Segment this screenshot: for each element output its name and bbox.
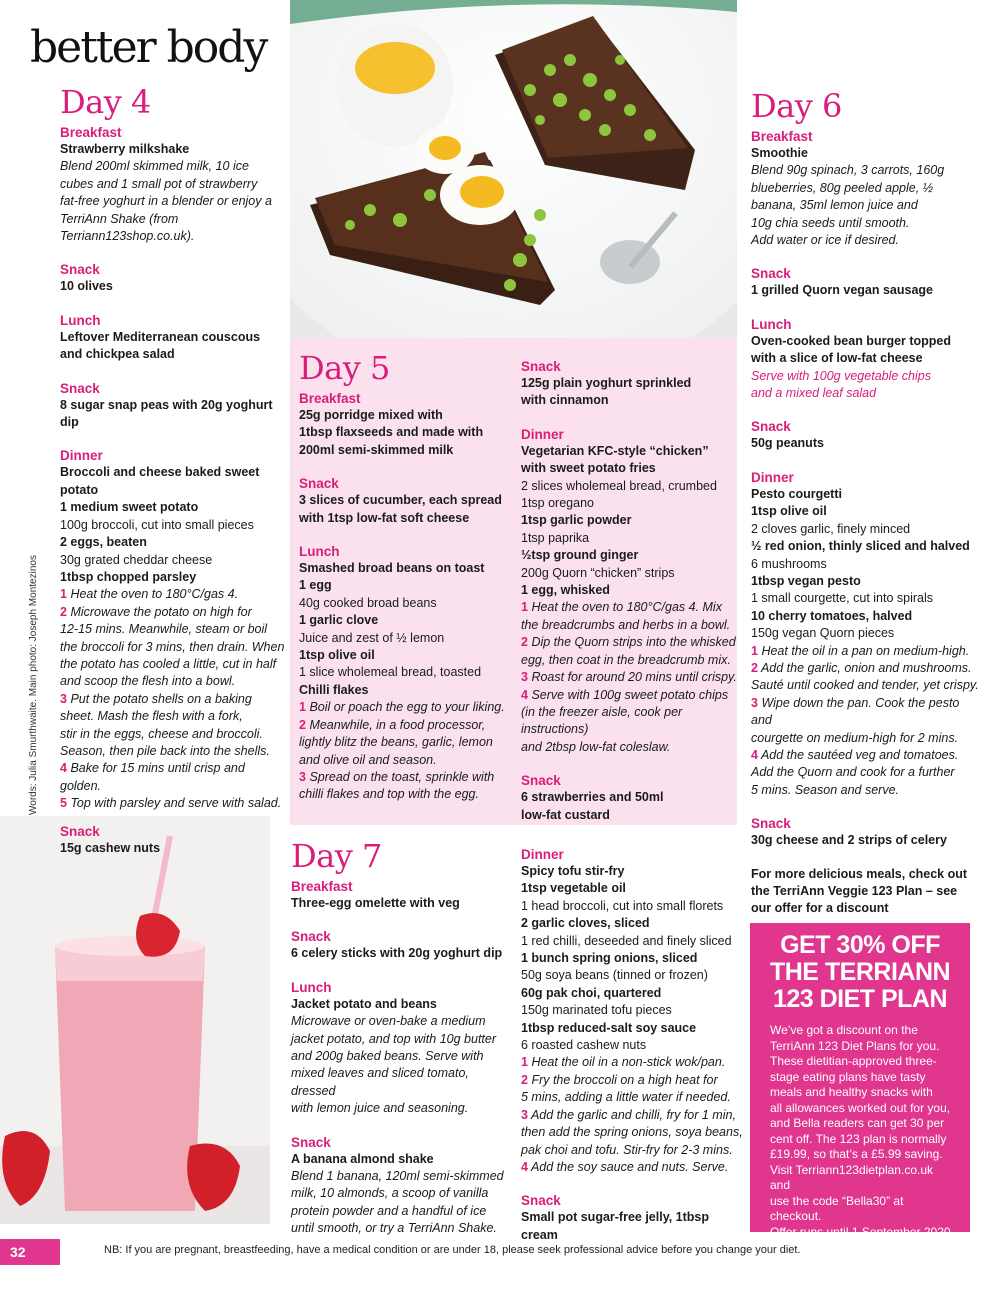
day7-snack2-label: Snack — [291, 1134, 331, 1150]
day7-snack2-line: milk, 10 almonds, a scoop of vanilla — [291, 1186, 489, 1201]
promo-box — [750, 923, 970, 1239]
day4-snack1-label: Snack — [60, 262, 100, 278]
day6-snack3: 30g cheese and 2 strips of celery — [751, 833, 947, 848]
step-number: 3 — [521, 670, 528, 685]
step-number: 1 — [60, 587, 67, 602]
day4-snack2-label: Snack — [60, 380, 100, 396]
ingredient: 6 mushrooms — [751, 556, 827, 571]
day7-dinner-label: Dinner — [521, 847, 564, 862]
step-text: Boil or poach the egg to your liking. — [309, 700, 505, 715]
ingredient: 1tsp oregano — [521, 496, 594, 511]
day6-breakfast-name: Smoothie — [751, 146, 808, 160]
step-text: Roast for around 20 mins until crispy. — [531, 670, 737, 685]
day4-title: Day 4 — [60, 83, 151, 121]
day7-lunch-desc — [291, 1013, 516, 1117]
step-text: the breadcrumbs and herbs in a bowl. — [521, 617, 731, 632]
step-number: 3 — [60, 691, 67, 706]
promo-body-line: TerriAnn 123 Diet Plans for you. — [770, 1038, 940, 1053]
day7-snack3-label: Snack — [521, 1193, 561, 1209]
day7-snack2-line: until smooth, or try a TerriAnn Shake. — [291, 1221, 497, 1236]
day5-snack1-line: 3 slices of cucumber, each spread — [299, 493, 502, 508]
ingredient: 1 medium sweet potato — [60, 500, 199, 515]
step-text: (in the freezer aisle, cook per instructions) — [521, 704, 683, 737]
step-text: Season, then pile back into the shells. — [60, 743, 270, 758]
day4-breakfast-name: Strawberry milkshake — [60, 142, 190, 156]
day6-breakfast-line: Add water or ice if desired. — [751, 233, 899, 248]
ingredient: 2 slices wholemeal bread, crumbed — [521, 478, 717, 493]
day6-snack1: 1 grilled Quorn vegan sausage — [751, 283, 934, 298]
day4-snack3-label: Snack — [60, 823, 100, 839]
day5-lunch-name: Smashed broad beans on toast — [299, 561, 485, 576]
day5-snack3-line: 6 strawberries and 50ml — [521, 790, 664, 805]
ingredient: 2 garlic cloves, sliced — [521, 916, 650, 931]
step-number: 3 — [751, 695, 758, 710]
ingredient: 60g pak choi, quartered — [521, 985, 662, 1000]
day6-lunch-label: Lunch — [751, 316, 792, 332]
step-text: pak choi and tofu. Stir-fry for 2-3 mins. — [521, 1142, 733, 1157]
ingredient: 100g broccoli, cut into small pieces — [60, 517, 254, 532]
ingredient: 1tsp garlic powder — [521, 513, 632, 528]
day6-snack2: 50g peanuts — [751, 436, 824, 451]
day7-snack2-desc — [291, 1168, 516, 1238]
day4-lunch-line: and chickpea salad — [60, 347, 175, 362]
promo-body-line: meals and healthy snacks with — [770, 1085, 933, 1099]
day5-snack2-line: 125g plain yoghurt sprinkled — [521, 376, 692, 390]
day6-method — [751, 643, 983, 800]
ingredient: Chilli flakes — [299, 682, 369, 697]
day7-breakfast-label: Breakfast — [291, 879, 353, 894]
photo-credit-text: Words: Julia Smurthwaite. Main photo: Joseph Montezinos — [28, 555, 39, 815]
step-text: 5 mins. Season and serve. — [751, 782, 899, 797]
step-text: Add the garlic, onion and mushrooms. — [760, 660, 972, 675]
day6-breakfast-line: Blend 90g spinach, 3 carrots, 160g — [751, 163, 945, 178]
day5-column-right — [521, 354, 737, 824]
day7-column-right — [521, 842, 746, 1244]
ingredient: 1tsp paprika — [521, 530, 590, 545]
step-number: 2 — [521, 1072, 528, 1087]
ingredient: 1tsp olive oil — [299, 648, 375, 663]
day5-breakfast-line: 200ml semi-skimmed milk — [299, 442, 454, 457]
step-text: Heat the oven to 180°C/gas 4. Mix — [531, 600, 722, 615]
page-badge — [0, 1239, 60, 1286]
day7-lunch-label: Lunch — [291, 979, 332, 995]
day5-snack1-label: Snack — [299, 476, 339, 492]
ingredient: 150g marinated tofu pieces — [521, 1003, 672, 1018]
day4-method — [60, 586, 285, 812]
day6-breakfast-line: banana, 35ml lemon juice and — [751, 198, 918, 213]
step-text: Sauté until cooked and tender, yet crispy. — [751, 678, 979, 693]
day7-lunch-line: mixed leaves and sliced tomato, dressed — [291, 1066, 469, 1098]
ingredient: 6 roasted cashew nuts — [521, 1038, 647, 1053]
step-text: and olive oil and season. — [299, 752, 437, 767]
day6-lunch-serve — [751, 368, 983, 403]
promo-body-line: all allowances worked out for you, — [770, 1100, 951, 1115]
day5-lunch-method — [299, 699, 514, 803]
day6-snack3-label: Snack — [751, 816, 791, 832]
step-text: Put the potato shells on a baking — [70, 691, 252, 706]
step-text: egg, then coat in the breadcrumb mix. — [521, 652, 731, 667]
day7-lunch-line: and 200g baked beans. Serve with — [291, 1049, 484, 1064]
promo-body-line: Offer runs until 1 September 2020. — [770, 1224, 954, 1239]
day6-ingredients — [751, 503, 983, 642]
day5-dinner-ingredients — [521, 478, 737, 600]
step-number: 4 — [751, 747, 758, 762]
day5-snack3 — [521, 789, 737, 824]
day6-lunch-line: with a slice of low-fat cheese — [751, 351, 923, 366]
day6-breakfast-label: Breakfast — [751, 129, 813, 144]
day7-snack2-line: Blend 1 banana, 120ml semi-skimmed — [291, 1169, 504, 1184]
day5-breakfast-line: 25g porridge mixed with — [299, 408, 443, 422]
brand-name: Bella — [10, 1270, 44, 1286]
day7-lunch-name: Jacket potato and beans — [291, 996, 437, 1011]
main-photo-toast — [290, 0, 737, 338]
day6-snack1-label: Snack — [751, 266, 791, 282]
step-number: 1 — [521, 600, 528, 615]
day6-dinner-label: Dinner — [751, 469, 794, 485]
step-text: Dip the Quorn strips into the whisked — [531, 635, 736, 650]
day4-snack3: 15g cashew nuts — [60, 840, 161, 855]
step-text: 12-15 mins. Meanwhile, steam or boil — [60, 622, 268, 637]
step-number: 4 — [521, 687, 528, 702]
day7-lunch-line: jacket potato, and top with 10g butter — [291, 1031, 496, 1046]
step-number: 1 — [751, 643, 758, 658]
step-text: then add the spring onions, soya beans, — [521, 1125, 743, 1140]
more-meals-line: the TerriAnn Veggie 123 Plan – see — [751, 884, 958, 898]
promo-body-line: stage eating plans have tasty — [770, 1069, 926, 1084]
promo-body — [750, 1023, 970, 1240]
promo-headline-line: 123 DIET PLAN — [772, 985, 948, 1013]
ingredient: 10 cherry tomatoes, halved — [751, 608, 913, 623]
day7-snack1-label: Snack — [291, 929, 331, 945]
day4-breakfast-desc: Blend 200ml skimmed milk, 10 ice cubes and 1 small pot of strawberry fat-free yoghurt in a blender or enjoy a TerriAnn Shake (from Terriann123shop.co.uk). — [60, 159, 272, 244]
day6-lunch-line: Oven-cooked bean burger topped — [751, 333, 952, 348]
step-text: stir in the eggs, cheese and broccoli. — [60, 726, 263, 741]
day4-breakfast-label: Breakfast — [60, 125, 122, 140]
day5-dinner-line: with sweet potato fries — [521, 461, 656, 476]
day5-lunch-label: Lunch — [299, 544, 340, 560]
step-text: Spread on the toast, sprinkle with — [309, 769, 495, 784]
step-number: 2 — [299, 717, 306, 732]
step-number: 2 — [751, 660, 758, 675]
ingredient: 1 small courgette, cut into spirals — [751, 591, 934, 606]
day6-column — [751, 88, 983, 918]
step-text: Heat the oil in a non-stick wok/pan. — [531, 1055, 726, 1070]
day6-snack2-label: Snack — [751, 419, 791, 435]
day5-snack3-label: Snack — [521, 773, 561, 789]
section-title: better body — [30, 22, 267, 73]
step-text: the potato has cooled a little, cut in half — [60, 656, 277, 671]
day7-snack1: 6 celery sticks with 20g yoghurt dip — [291, 946, 503, 961]
step-number: 1 — [299, 700, 306, 715]
disclaimer: NB: If you are pregnant, breastfeeding, have a medical condition or are under 18, please seek professional advice before you change your diet. — [104, 1244, 801, 1256]
step-text: Bake for 15 mins until crisp and golden. — [60, 761, 245, 793]
step-text: courgette on medium-high for 2 mins. — [751, 730, 959, 745]
ingredient: 1 bunch spring onions, sliced — [521, 951, 698, 966]
day4-dinner-name: Broccoli and cheese baked sweet potato — [60, 465, 260, 497]
day5-dinner-label: Dinner — [521, 426, 564, 442]
day4-snack1: 10 olives — [60, 279, 113, 294]
ingredient: 1 egg — [299, 578, 332, 593]
day4-dinner-label: Dinner — [60, 448, 103, 464]
ingredient: 1tbsp reduced-salt soy sauce — [521, 1020, 697, 1035]
day4-column — [60, 84, 285, 857]
day4-lunch — [60, 329, 285, 364]
step-text: and scoop the flesh into a bowl. — [60, 674, 236, 689]
ingredient: 30g grated cheddar cheese — [60, 552, 213, 567]
day6-lunch-serve-line: Serve with 100g vegetable chips — [751, 368, 931, 383]
step-text: Add the Quorn and cook for a further — [751, 765, 955, 780]
ingredient: 40g cooked broad beans — [299, 595, 437, 610]
step-number: 1 — [521, 1055, 528, 1070]
step-text: lightly blitz the beans, garlic, lemon — [299, 735, 493, 750]
photo-credit — [28, 535, 42, 815]
day5-dinner — [521, 443, 737, 478]
step-text: Add the garlic and chilli, fry for 1 min, — [530, 1107, 736, 1122]
more-meals-line: For more delicious meals, check out — [751, 866, 968, 881]
promo-body-line: use the code “Bella30” at checkout. — [770, 1193, 904, 1223]
day5-snack2 — [521, 375, 737, 410]
day7-breakfast: Three-egg omelette with veg — [291, 896, 460, 910]
ingredient: 1tsp olive oil — [751, 504, 827, 519]
day4-lunch-line: Leftover Mediterranean couscous — [60, 329, 261, 344]
day5-breakfast-line: 1tbsp flaxseeds and made with — [299, 425, 484, 440]
ingredient: 1tbsp chopped parsley — [60, 569, 197, 584]
promo-headline-line: THE TERRIANN — [769, 958, 951, 986]
ingredient: 1tsp vegetable oil — [521, 881, 626, 896]
step-text: sheet. Mash the flesh with a fork, — [60, 709, 243, 724]
ingredient: 1 red chilli, deseeded and finely sliced — [521, 933, 732, 948]
promo-body-line: cent off. The 123 plan is normally — [770, 1131, 947, 1146]
day7-dinner-name: Spicy tofu stir-fry — [521, 864, 625, 878]
page-number: 32 — [10, 1244, 26, 1260]
day6-lunch-serve-line: and a mixed leaf salad — [751, 386, 877, 401]
step-text: Add the sautéed veg and tomatoes. — [760, 747, 959, 762]
day7-lunch-line: Microwave or oven-bake a medium — [291, 1014, 486, 1029]
ingredient: 200g Quorn “chicken” strips — [521, 565, 675, 580]
day5-breakfast — [299, 407, 514, 459]
ingredient: 2 eggs, beaten — [60, 535, 147, 550]
page-footer — [0, 1239, 989, 1286]
step-text: Heat the oil in a pan on medium-high. — [761, 643, 970, 658]
day5-snack1 — [299, 492, 514, 527]
promo-body-line: and Bella readers can get 30 per — [770, 1116, 945, 1130]
ingredient: ½tsp ground ginger — [521, 548, 639, 563]
step-text: Wipe down the pan. Cook the pesto and — [751, 695, 960, 728]
ingredient: 150g vegan Quorn pieces — [751, 626, 895, 641]
day6-dinner-name: Pesto courgetti — [751, 486, 842, 501]
day6-title: Day 6 — [751, 87, 842, 125]
day5-snack1-line: with 1tsp low-fat soft cheese — [299, 510, 470, 525]
day7-title: Day 7 — [291, 837, 382, 875]
ingredient: 1tbsp vegan pesto — [751, 573, 861, 588]
ingredient: 2 cloves garlic, finely minced — [751, 521, 911, 536]
day4-ingredients — [60, 499, 285, 586]
day7-lunch-line: with lemon juice and seasoning. — [291, 1101, 469, 1116]
step-text: Meanwhile, in a food processor, — [309, 717, 486, 732]
day7-method — [521, 1054, 746, 1176]
day5-dinner-line: Vegetarian KFC-style “chicken” — [521, 443, 709, 458]
step-number: 5 — [60, 796, 67, 811]
day7-snack2-name: A banana almond shake — [291, 1151, 434, 1166]
step-text: the broccoli for 3 mins, then drain. When — [60, 639, 285, 654]
day7-snack3: Small pot sugar-free jelly, 1tbsp cream — [521, 1210, 710, 1242]
step-number: 3 — [299, 769, 306, 784]
day5-snack3-line: low-fat custard — [521, 807, 610, 822]
day5-breakfast-label: Breakfast — [299, 391, 361, 406]
promo-body-line: £19.99, so that’s a £5.99 saving. — [770, 1147, 943, 1161]
step-text: and 2tbsp low-fat coleslaw. — [521, 739, 671, 754]
day5-snack2-line: with cinnamon — [521, 393, 609, 408]
step-number: 2 — [60, 604, 67, 619]
day7-column-left — [291, 838, 516, 1238]
promo-body-line: These dietitian-approved three- — [770, 1054, 937, 1068]
step-number: 4 — [60, 761, 67, 776]
ingredient: 1 slice wholemeal bread, toasted — [299, 665, 482, 680]
day5-column-left — [299, 350, 514, 804]
day7-ingredients — [521, 880, 746, 1054]
ingredient: 1 egg, whisked — [521, 583, 610, 598]
step-text: Microwave the potato on high for — [70, 604, 252, 619]
day6-breakfast-line: 10g chia seeds until smooth. — [751, 215, 910, 230]
day6-breakfast-line: blueberries, 80g peeled apple, ½ — [751, 180, 934, 195]
promo-body-line: We’ve got a discount on the — [770, 1023, 918, 1037]
ingredient: ½ red onion, thinly sliced and halved — [751, 539, 970, 554]
step-text: Heat the oven to 180°C/gas 4. — [70, 587, 239, 602]
promo-body-line: Visit Terriann123dietplan.co.uk and — [770, 1162, 933, 1192]
day5-title: Day 5 — [299, 349, 390, 387]
day4-lunch-label: Lunch — [60, 312, 101, 328]
promo-headline — [750, 932, 970, 1013]
promo-headline-line: GET 30% OFF — [780, 931, 940, 959]
step-text: chilli flakes and top with the egg. — [299, 787, 479, 802]
step-text: Top with parsley and serve with salad. — [70, 796, 282, 811]
step-number: 3 — [521, 1107, 528, 1122]
more-meals-line: our offer for a discount — [751, 901, 889, 916]
step-number: 4 — [521, 1159, 528, 1174]
more-meals-note — [751, 866, 983, 918]
step-number: 2 — [521, 635, 528, 650]
day5-snack2-label: Snack — [521, 359, 561, 374]
day6-lunch — [751, 333, 983, 368]
ingredient: Juice and zest of ½ lemon — [299, 630, 445, 645]
day5-dinner-method — [521, 599, 737, 756]
day6-breakfast-desc — [751, 162, 983, 249]
ingredient: 1 garlic clove — [299, 613, 379, 628]
ingredient: 1 head broccoli, cut into small florets — [521, 898, 724, 913]
step-text: 5 mins, adding a little water if needed. — [521, 1090, 731, 1105]
day5-ingredients — [299, 577, 514, 699]
day7-snack2-line: protein powder and a handful of ice — [291, 1203, 487, 1218]
day4-snack2: 8 sugar snap peas with 20g yoghurt dip — [60, 397, 273, 430]
ingredient: 50g soya beans (tinned or frozen) — [521, 968, 708, 983]
step-text: Fry the broccoli on a high heat for — [531, 1072, 718, 1087]
step-text: Serve with 100g sweet potato chips — [531, 687, 729, 702]
milkshake-photo — [0, 816, 270, 1224]
step-text: Add the soy sauce and nuts. Serve. — [530, 1159, 729, 1174]
